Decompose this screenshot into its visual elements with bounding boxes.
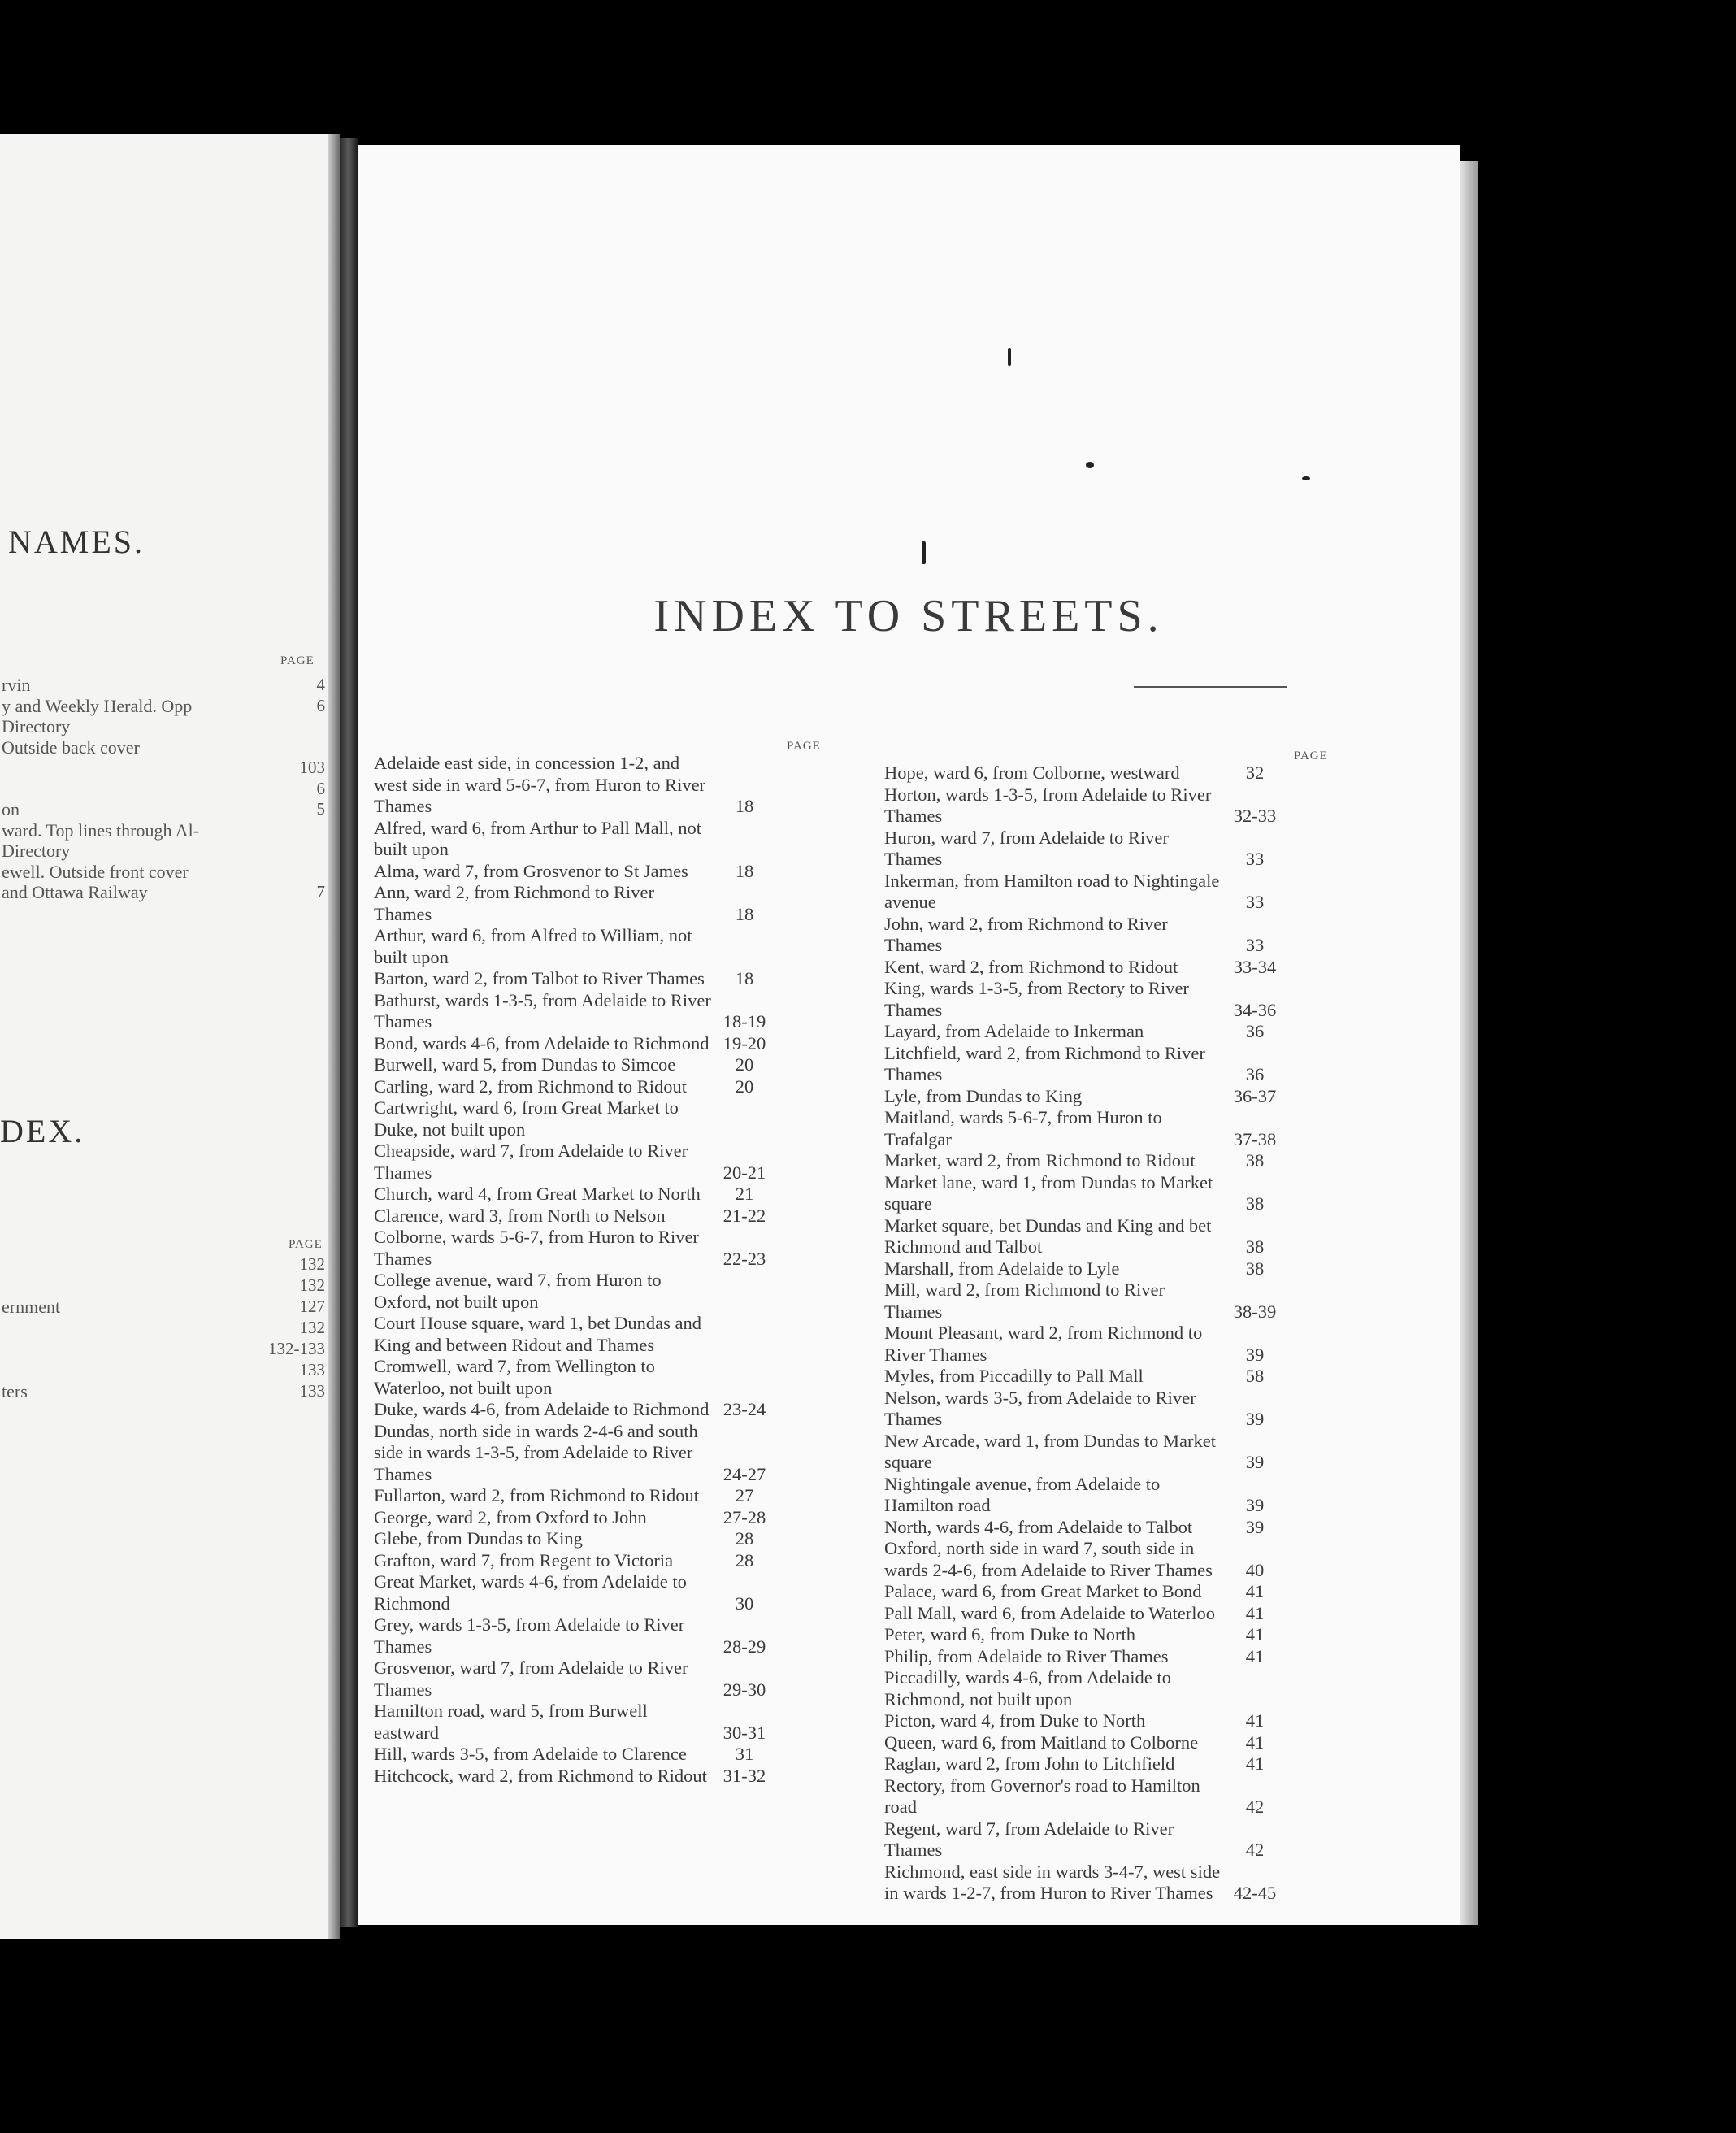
street-entry-text: Mount Pleasant, ward 2, from Richmond to River Thames [884, 1323, 1203, 1365]
street-entry [374, 1485, 772, 1507]
street-entry [374, 1356, 772, 1399]
street-entry [374, 1421, 772, 1486]
street-entry-text: Great Market, wards 4-6, from Adelaide to Richmond [374, 1571, 687, 1614]
street-column-1 [374, 753, 772, 1787]
street-entry [374, 1744, 772, 1766]
street-entry-text: North, wards 4-6, from Adelaide to Talbot [884, 1516, 1193, 1537]
street-entry-page: 18-19 [723, 1011, 766, 1032]
street-entry-page: 18 [735, 903, 754, 924]
street-entry-text: Adelaide east side, in concession 1-2, and west side in ward 5-6-7, from Huron to River Thames [374, 753, 706, 816]
street-entry-text: Raglan, ward 2, from John to Litchfield [884, 1753, 1175, 1774]
street-entry-page: 41 [1245, 1602, 1265, 1623]
street-entry-text: Court House square, ward 1, bet Dundas and King and between Ridout and Thames [374, 1313, 702, 1355]
street-entry-text: Inkerman, from Hamilton road to Nightingale avenue [884, 870, 1220, 912]
street-entry [884, 1710, 1282, 1732]
street-entry-text: Horton, wards 1-3-5, from Adelaide to River Thames [884, 784, 1212, 826]
street-entry-text: Pall Mall, ward 6, from Adelaide to Waterloo [884, 1602, 1216, 1623]
street-entry-page: 21-22 [723, 1205, 766, 1226]
street-entry [374, 1313, 772, 1356]
street-entry [374, 1184, 772, 1206]
street-entry [884, 1818, 1282, 1861]
street-entry [374, 1206, 772, 1227]
street-entry-page: 29-30 [723, 1679, 766, 1700]
street-entry [374, 1571, 772, 1614]
street-entry-text: Philip, from Adelaide to River Thames [884, 1645, 1169, 1666]
street-entry-page: 18 [735, 860, 754, 881]
street-entry-page: 23-24 [723, 1399, 766, 1419]
ink-speck [1086, 462, 1094, 468]
street-entry [884, 1538, 1282, 1581]
street-entry-text: Bathurst, wards 1-3-5, from Adelaide to River Thames [374, 989, 711, 1032]
street-entry-text: Grafton, ward 7, from Regent to Victoria [374, 1549, 674, 1570]
street-entry-page: 36 [1245, 1064, 1265, 1084]
street-entry-page: 19-20 [723, 1032, 766, 1053]
street-entry-text: Duke, wards 4-6, from Adelaide to Richmond [374, 1399, 710, 1419]
street-entry [374, 753, 772, 818]
street-entry-page: 58 [1245, 1366, 1265, 1386]
street-entry [884, 1431, 1282, 1474]
street-entry-page: 41 [1245, 1624, 1265, 1644]
street-entry [884, 914, 1282, 957]
street-entry-text: Litchfield, ward 2, from Richmond to River Thames [884, 1042, 1205, 1084]
street-entry-text: Marshall, from Adelaide to Lyle [884, 1258, 1120, 1279]
street-entry-text: Rectory, from Governor's road to Hamilton road [884, 1775, 1200, 1817]
street-entry-page: 39 [1245, 1409, 1265, 1429]
street-entry-text: Market lane, ward 1, from Dundas to Market square [884, 1171, 1213, 1214]
street-entry-text: Kent, ward 2, from Richmond to Ridout [884, 956, 1178, 977]
left-entry-text: ters [2, 1381, 28, 1401]
street-entry-page: 41 [1245, 1710, 1265, 1731]
street-entry-page: 31-32 [723, 1765, 766, 1786]
street-entry [374, 882, 772, 925]
ink-speck [922, 541, 926, 564]
street-entry-page: 38 [1245, 1258, 1265, 1279]
street-entry-page: 28-29 [723, 1636, 766, 1657]
street-entry-page: 30 [735, 1592, 754, 1614]
street-entry-page: 38 [1245, 1193, 1265, 1214]
street-entry [884, 828, 1282, 871]
street-entry-text: Lyle, from Dundas to King [884, 1085, 1083, 1106]
street-entry [884, 1150, 1282, 1172]
street-entry-text: Piccadilly, wards 4-6, from Adelaide to Richmond, not built upon [884, 1667, 1171, 1709]
street-entry [884, 1474, 1282, 1517]
street-entry-text: George, ward 2, from Oxford to John [374, 1506, 647, 1527]
street-entry-page: 42 [1245, 1840, 1265, 1860]
street-entry [374, 990, 772, 1033]
right-page [358, 145, 1460, 1925]
street-entry-text: Cromwell, ward 7, from Wellington to Waterloo, not built upon [374, 1356, 655, 1398]
street-entry [884, 1086, 1282, 1108]
street-entry [884, 1215, 1282, 1258]
street-entry-page: 31 [735, 1744, 754, 1764]
street-entry [884, 1667, 1282, 1710]
left-entry-page: 133 [299, 1360, 325, 1379]
street-entry-page: 39 [1245, 1344, 1265, 1365]
left-entry-text: rvin [2, 675, 31, 695]
street-entry [884, 1646, 1282, 1668]
left-entry-page: 5 [316, 799, 325, 819]
left-entry-page: 133 [299, 1381, 325, 1401]
street-entry-text: New Arcade, ward 1, from Dundas to Market square [884, 1430, 1216, 1472]
index-page-label: PAGE [289, 1238, 323, 1251]
street-entry-text: Hamilton road, ward 5, from Burwell eastward [374, 1701, 648, 1743]
street-entry-text: Myles, from Piccadilly to Pall Mall [884, 1366, 1144, 1386]
street-entry [884, 871, 1282, 914]
street-entry-page: 30-31 [723, 1722, 766, 1743]
street-entry-text: Barton, ward 2, from Talbot to River Thames [374, 968, 705, 988]
street-entry [374, 1657, 772, 1701]
street-entry [884, 1366, 1282, 1388]
ink-speck [1008, 348, 1011, 366]
street-entry-text: Alfred, ward 6, from Arthur to Pall Mall, not built upon [374, 817, 702, 859]
street-entry-text: College avenue, ward 7, from Huron to Oxford, not built upon [374, 1270, 662, 1312]
street-entry-page: 40 [1245, 1559, 1265, 1580]
street-entry [374, 1550, 772, 1572]
street-entry [884, 1753, 1282, 1775]
street-entry-page: 28 [735, 1549, 754, 1570]
street-entry-text: Dundas, north side in wards 2-4-6 and south side in wards 1-3-5, from Adelaide to River Thames [374, 1420, 698, 1484]
street-entry-page: 38 [1245, 1150, 1265, 1171]
street-entry [884, 957, 1282, 979]
street-entry-page: 42 [1245, 1796, 1265, 1817]
street-entry-text: Layard, from Adelaide to Inkerman [884, 1021, 1144, 1041]
street-entry-page: 28 [735, 1528, 754, 1549]
street-entry-text: Burwell, ward 5, from Dundas to Simcoe [374, 1054, 676, 1075]
street-entry-text: Richmond, east side in wards 3-4-7, west side in wards 1-2-7, from Huron to River Thames [884, 1861, 1221, 1903]
street-entry-text: Queen, ward 6, from Maitland to Colborne [884, 1731, 1199, 1753]
street-entry-page: 33 [1245, 849, 1265, 869]
left-entry-text: on [2, 799, 20, 819]
street-entry [884, 1279, 1282, 1323]
street-entry [374, 1766, 772, 1788]
names-page-label: PAGE [280, 654, 315, 667]
street-entry-page: 41 [1245, 1753, 1265, 1774]
street-entry [374, 1614, 772, 1657]
street-entry-page: 38 [1245, 1236, 1265, 1257]
left-entry-page: 132 [299, 1275, 325, 1295]
street-entry-text: Grey, wards 1-3-5, from Adelaide to River Thames [374, 1614, 685, 1657]
street-entry-text: Picton, ward 4, from Duke to North [884, 1710, 1146, 1731]
street-entry-page: 34-36 [1233, 999, 1277, 1020]
street-entry-page: 24-27 [723, 1463, 766, 1484]
street-entry-page: 27 [735, 1485, 754, 1505]
left-entry-text: y and Weekly Herald. Opp [2, 695, 193, 716]
street-entry-page: 32-33 [1233, 806, 1277, 826]
street-entry [884, 1624, 1282, 1646]
street-entry-text: Maitland, wards 5-6-7, from Huron to Trafalgar [884, 1107, 1162, 1149]
left-entry-page: 4 [316, 675, 325, 694]
street-entry [884, 1323, 1282, 1366]
street-entry-text: Nightingale avenue, from Adelaide to Hamilton road [884, 1473, 1161, 1515]
left-entry-page: 6 [316, 778, 325, 798]
street-entry [374, 1033, 772, 1055]
street-entry-page: 22-23 [723, 1248, 766, 1269]
street-entry-text: Huron, ward 7, from Adelaide to River Thames [884, 827, 1169, 869]
street-entry-page: 42-45 [1233, 1883, 1277, 1903]
street-entry-text: Nelson, wards 3-5, from Adelaide to River Thames [884, 1387, 1196, 1429]
street-entry-text: Peter, ward 6, from Duke to North [884, 1624, 1136, 1644]
street-entry-page: 33 [1245, 892, 1265, 912]
street-entry-text: Regent, ward 7, from Adelaide to River Thames [884, 1818, 1174, 1860]
street-entry-page: 39 [1245, 1495, 1265, 1515]
street-entry-page: 20 [735, 1054, 754, 1075]
street-column-2 [884, 762, 1282, 1905]
street-entry [884, 762, 1282, 784]
street-entry-text: Oxford, north side in ward 7, south side in wards 2-4-6, from Adelaide to River Thames [884, 1538, 1213, 1580]
street-entry [884, 1603, 1282, 1625]
street-entry [884, 1732, 1282, 1754]
left-entry-page: 132 [299, 1318, 325, 1337]
street-entry [374, 818, 772, 861]
right-page-edge [1460, 161, 1478, 1925]
left-page-spine [328, 134, 340, 1939]
street-entry [884, 1043, 1282, 1086]
street-entry-text: Ann, ward 2, from Richmond to River Thames [374, 882, 654, 924]
street-entry [884, 1388, 1282, 1431]
street-entry-text: Market, ward 2, from Richmond to Ridout [884, 1150, 1196, 1171]
street-entry-page: 36 [1245, 1021, 1265, 1041]
index-heading: DEX. [0, 1113, 85, 1149]
street-entry [374, 925, 772, 968]
street-entry [374, 1528, 772, 1550]
street-entry-text: Cheapside, ward 7, from Adelaide to River Thames [374, 1140, 688, 1183]
street-entry [884, 1517, 1282, 1539]
title-rule [1134, 686, 1287, 688]
street-entry-page: 41 [1245, 1645, 1265, 1666]
street-entry-text: Clarence, ward 3, from North to Nelson [374, 1205, 666, 1226]
street-entry-text: Colborne, wards 5-6-7, from Huron to River Thames [374, 1227, 699, 1269]
street-entry [884, 1861, 1282, 1905]
street-entry-text: Hill, wards 3-5, from Adelaide to Clarence [374, 1744, 687, 1764]
left-entry-page: 7 [316, 882, 325, 901]
left-entry-text: ewell. Outside front cover [2, 861, 189, 882]
street-entry [374, 1507, 772, 1529]
street-entry [374, 1270, 772, 1313]
left-entry-page: 127 [299, 1297, 325, 1316]
book-gutter [340, 138, 358, 1927]
street-entry-page: 20-21 [723, 1162, 766, 1183]
street-entry-text: Market square, bet Dundas and King and bet Richmond and Talbot [884, 1214, 1212, 1257]
street-entry-text: Bond, wards 4-6, from Adelaide to Richmond [374, 1032, 710, 1053]
left-entry-page: 132 [299, 1254, 325, 1274]
street-entry-page: 27-28 [723, 1506, 766, 1527]
street-entry [884, 978, 1282, 1021]
street-entry-text: Glebe, from Dundas to King [374, 1528, 583, 1549]
street-entry-page: 41 [1245, 1731, 1265, 1753]
street-entry-page: 18 [735, 796, 754, 816]
street-entry-page: 38-39 [1233, 1301, 1277, 1322]
street-entry-page: 21 [735, 1184, 754, 1204]
street-entry-text: Hope, ward 6, from Colborne, westward [884, 762, 1180, 783]
street-entry-text: Hitchcock, ward 2, from Richmond to Ridout [374, 1765, 707, 1786]
page-title: INDEX TO STREETS. [653, 591, 1164, 641]
left-entry-page: 103 [299, 758, 325, 777]
street-entry-page: 32 [1245, 762, 1265, 783]
street-entry [374, 861, 772, 883]
names-heading: NAMES. [8, 523, 145, 560]
street-entry [374, 1097, 772, 1140]
street-entry-text: Palace, ward 6, from Great Market to Bond [884, 1581, 1202, 1601]
street-entry-text: Arthur, ward 6, from Alfred to William, not built upon [374, 925, 692, 967]
street-entry-page: 41 [1245, 1581, 1265, 1601]
street-entry-page: 20 [735, 1075, 754, 1097]
street-entry-text: Mill, ward 2, from Richmond to River Thames [884, 1279, 1165, 1322]
street-entry [374, 1399, 772, 1421]
street-entry [884, 1172, 1282, 1215]
left-entry-text: Outside back cover [2, 736, 140, 758]
street-entry-text: John, ward 2, from Richmond to River Thames [884, 913, 1168, 955]
left-entry-text: ward. Top lines through Al- [2, 819, 200, 841]
street-entry [884, 784, 1282, 828]
street-entry [374, 1140, 772, 1184]
left-page [0, 134, 340, 1939]
street-entry [884, 1021, 1282, 1043]
column1-page-label: PAGE [787, 740, 821, 753]
left-entry-text: Directory [2, 716, 71, 736]
street-entry [374, 1227, 772, 1270]
street-entry-page: 36-37 [1233, 1085, 1277, 1106]
street-entry [374, 968, 772, 990]
street-entry-text: Carling, ward 2, from Richmond to Ridout [374, 1075, 687, 1097]
column2-page-label: PAGE [1294, 749, 1328, 762]
street-entry-text: Grosvenor, ward 7, from Adelaide to River Thames [374, 1657, 688, 1700]
street-entry-text: Cartwright, ward 6, from Great Market to Duke, not built upon [374, 1097, 679, 1140]
left-entry-text: ernment [2, 1297, 61, 1317]
street-entry [374, 1701, 772, 1744]
street-entry-text: Fullarton, ward 2, from Richmond to Ridout [374, 1485, 699, 1505]
street-entry-text: Alma, ward 7, from Grosvenor to St James [374, 860, 688, 881]
street-entry-page: 39 [1245, 1516, 1265, 1537]
street-entry [374, 1076, 772, 1098]
left-entry-page: 6 [316, 695, 325, 715]
street-entry [884, 1581, 1282, 1603]
street-entry-text: King, wards 1-3-5, from Rectory to River Thames [884, 978, 1189, 1020]
street-entry [884, 1107, 1282, 1150]
street-entry-page: 33 [1245, 935, 1265, 955]
street-entry [884, 1258, 1282, 1280]
left-entry-text: Directory [2, 841, 71, 861]
street-entry-text: Church, ward 4, from Great Market to North [374, 1184, 701, 1204]
left-entry-page: 132-133 [268, 1339, 325, 1358]
street-entry [374, 1054, 772, 1076]
street-entry-page: 18 [735, 968, 754, 988]
street-entry [884, 1775, 1282, 1818]
street-entry-page: 37-38 [1233, 1128, 1277, 1149]
ink-speck [1302, 476, 1310, 480]
left-entry-text: and Ottawa Railway [2, 882, 148, 902]
street-entry-page: 39 [1245, 1452, 1265, 1472]
street-entry-page: 33-34 [1233, 956, 1277, 977]
